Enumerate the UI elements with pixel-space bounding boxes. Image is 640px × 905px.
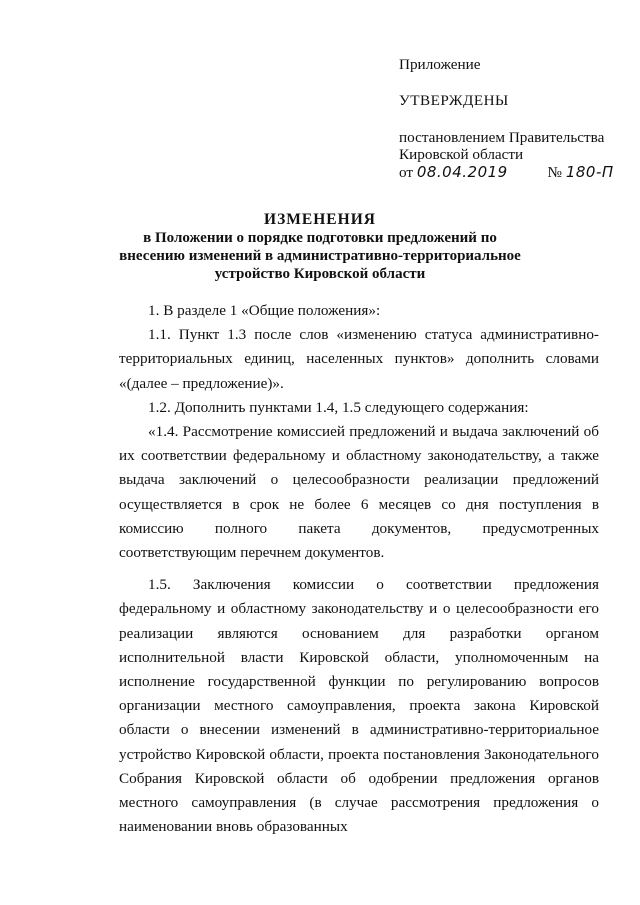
document-body bbox=[119, 299, 599, 839]
number-prefix: № bbox=[547, 164, 563, 181]
approved-label: УТВЕРЖДЕНЫ bbox=[399, 92, 509, 109]
title-subtitle: в Положении о порядке подготовки предложений по внесению изменений в административно-территориальное устройство Кировской области bbox=[119, 230, 521, 282]
paragraph-1-5: 1.5. Заключения комиссии о соответствии предложения федеральному и областному законодательству и о целесообразности его реализации являются основанием для разработки органом исполнительной власти Кировской области, уполномоченным на исполнение государственной функции по регулированию вопросов организации местного самоуправления, проекта закона Кировской области о внесении изменений в административно-территориальное устройство Кировской области, проекта постановления Законодательного Собрания Кировской области об одобрении предложения органов местного самоуправления (в случае рассмотрения предложения о наименовании вновь образованных bbox=[119, 576, 599, 836]
appendix-label: Приложение bbox=[399, 56, 481, 73]
title-main: ИЗМЕНЕНИЯ bbox=[264, 211, 376, 228]
decree-line-2: Кировской области bbox=[399, 146, 524, 163]
decree-date-line bbox=[399, 163, 614, 182]
date-prefix: от bbox=[399, 164, 414, 181]
document-title bbox=[110, 211, 530, 283]
decree-date: 08.04.2019 bbox=[416, 163, 508, 181]
paragraph-1-4: «1.4. Рассмотрение комиссией предложений и выдача заключений об их соответствии федеральному и областному законодательству, а также выдача заключений о целесообразности реализации предложений осуществляется в срок не более 6 месяцев со дня поступления в комиссию полного пакета документов, предусмотренных соответствующим перечнем документов. bbox=[119, 423, 599, 562]
paragraph-1-1: 1.1. Пункт 1.3 после слов «изменению статуса административно-территориальных единиц, населенных пунктов» дополнить словами «(далее – предложение)». bbox=[119, 326, 599, 392]
paragraph-1: 1. В разделе 1 «Общие положения»: bbox=[148, 302, 381, 319]
decree-number: 180-П bbox=[565, 163, 614, 181]
paragraph-1-2: 1.2. Дополнить пунктами 1.4, 1.5 следующего содержания: bbox=[148, 398, 529, 416]
decree-line-1: постановлением Правительства bbox=[399, 129, 605, 146]
